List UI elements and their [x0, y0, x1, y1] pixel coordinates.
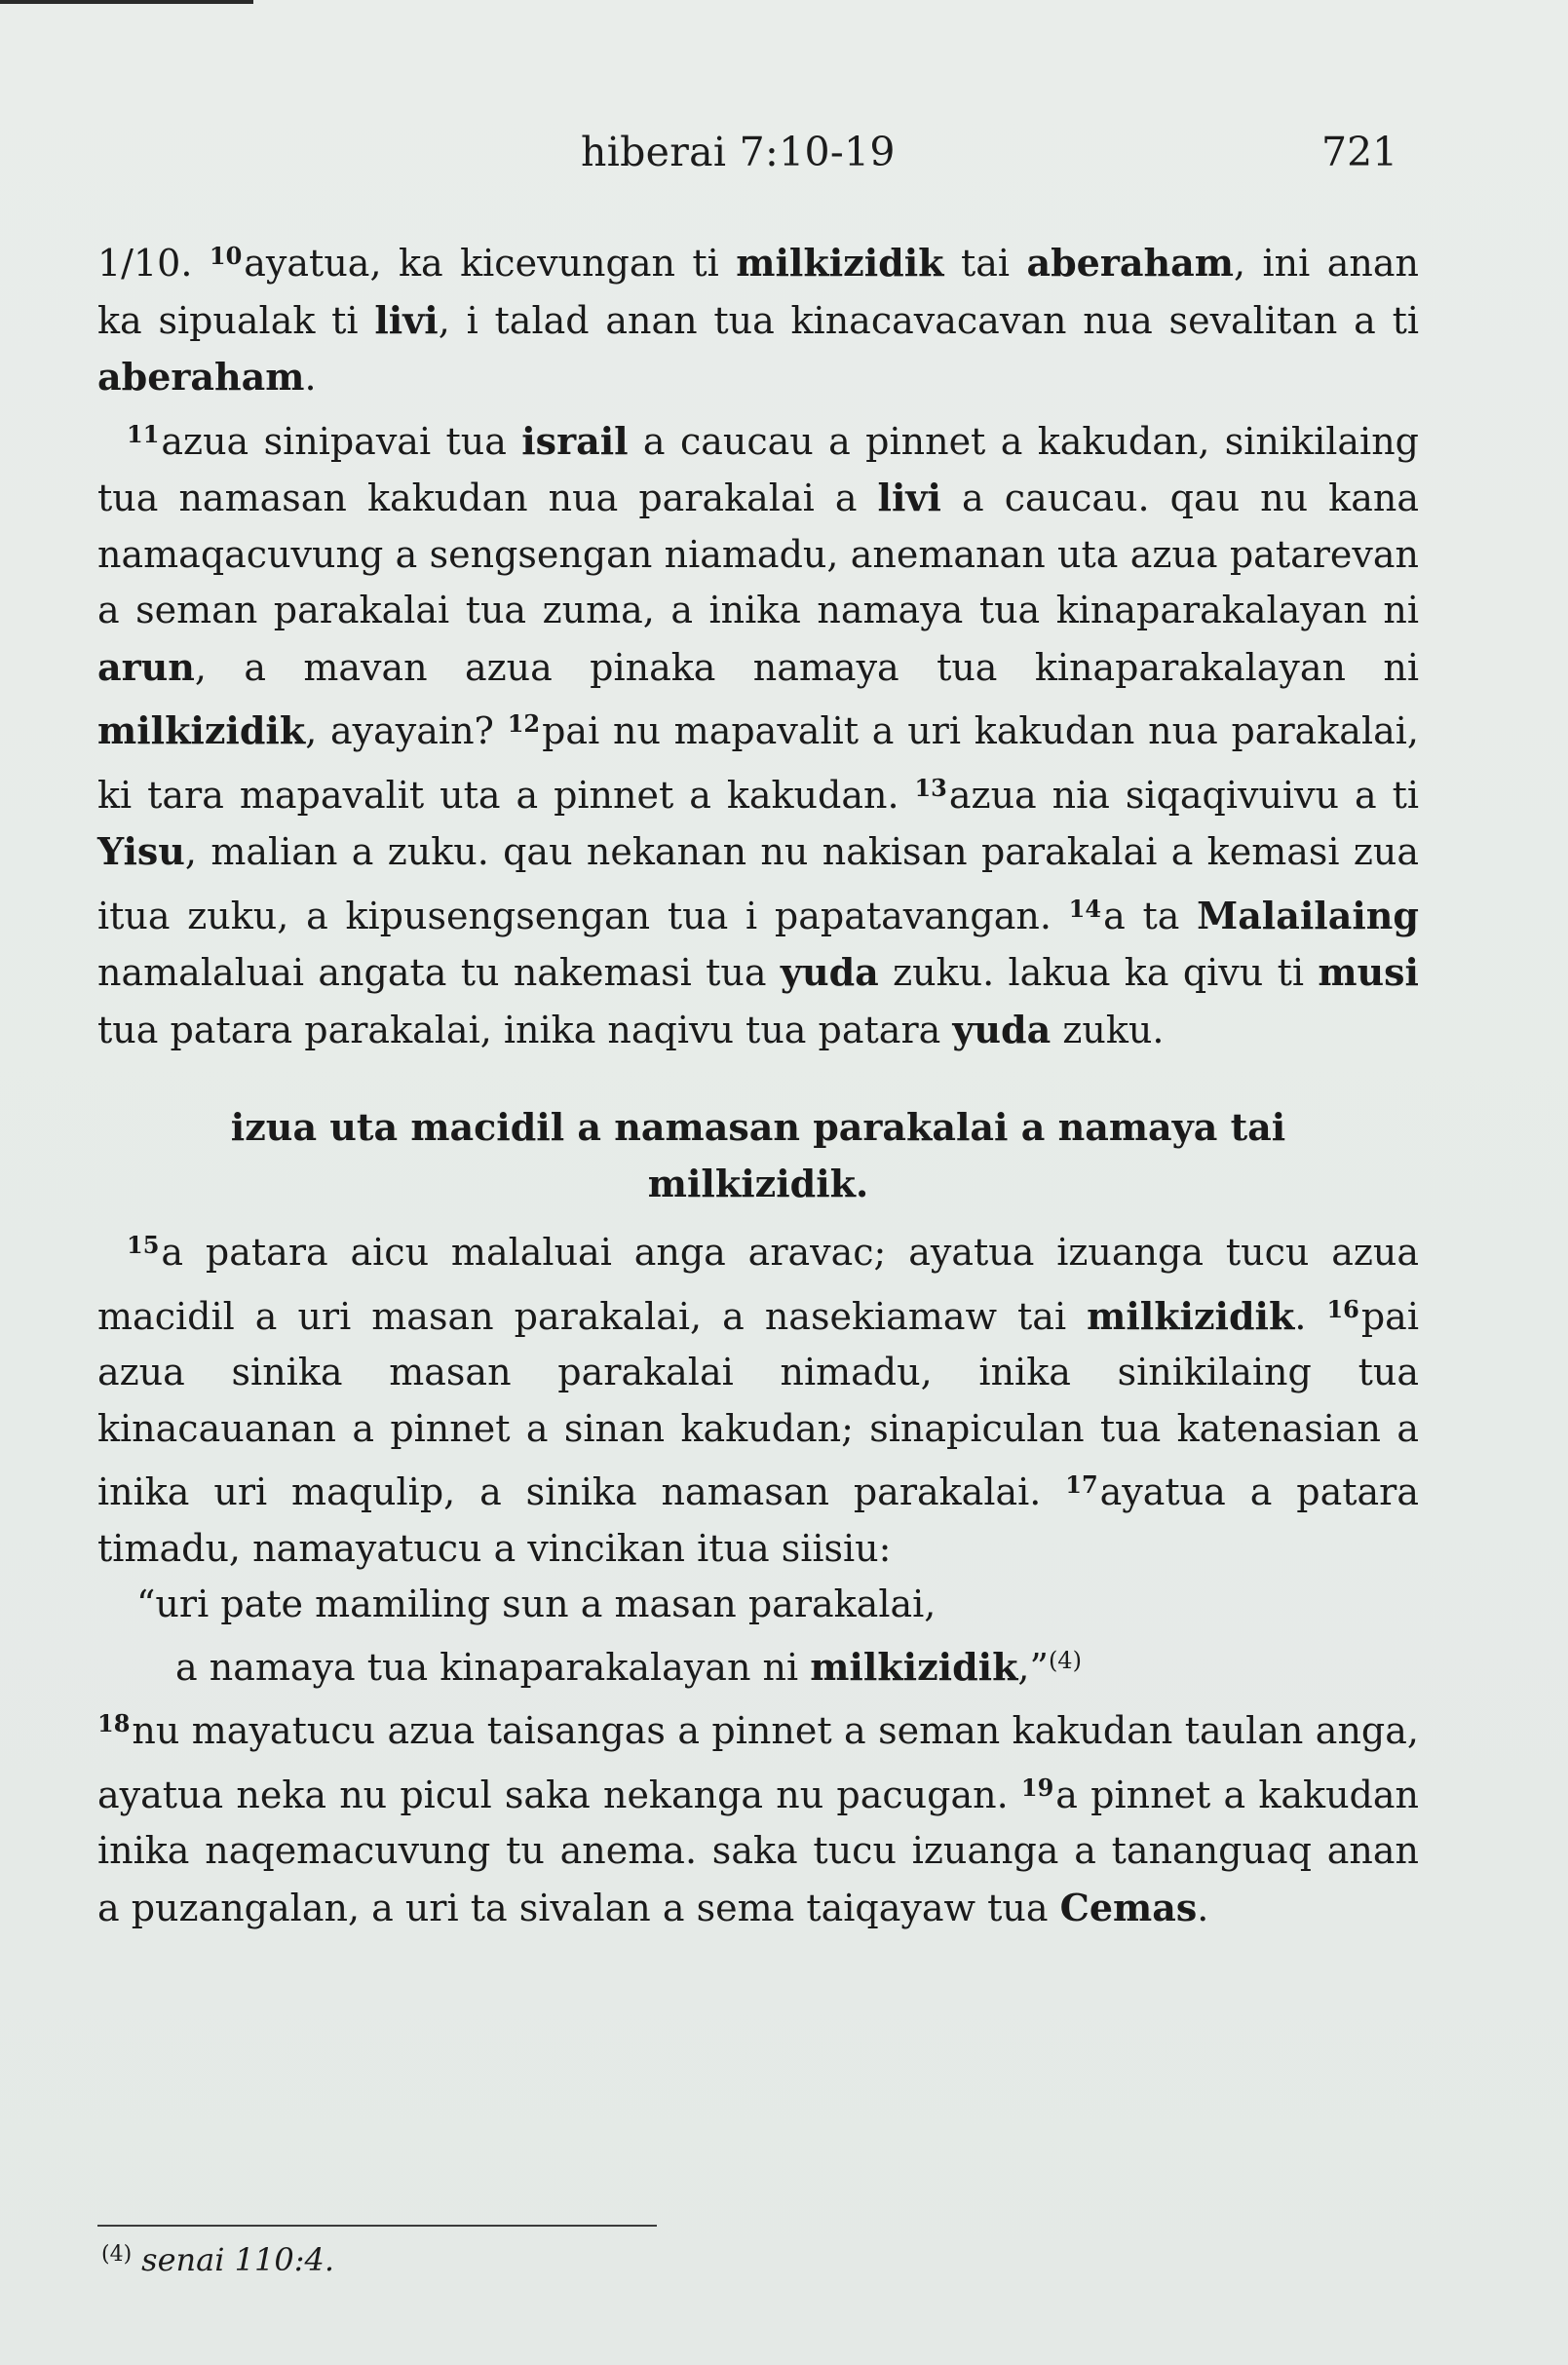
verse-number: 18: [97, 1709, 131, 1737]
poetry-line: a namaya tua kinaparakalayan ni milkizidik,”$^{(4)}$: [175, 1644, 1082, 1689]
footnote: [101, 2241, 334, 2278]
bold-name: Malailaing: [1197, 893, 1419, 937]
bold-name: aberaham: [97, 355, 305, 399]
paragraph-verses-11-14: $^{11}$azua sinipavai tua israil a caucau a pinnet a kakudan, sinikilaing tua namasan kakudan nua parakalai a livi a caucau. qau nu kana namaqacuvung a sengsengan niamadu, anemanan uta azua patarevan a seman parakalai tua zuma, a inika namaya tua kinaparakalayan ni arun, a mavan azua pinaka namaya tua kinaparakalayan ni milkizidik, ayayain? $^{12}$pai nu mapavalit a uri kakudan nua parakalai, ki tara mapavalit uta a pinnet a kakudan. $^{13}$azua nia siqaqivuivu a ti Yisu, malian a zuku. qau nekanan nu nakisan parakalai a kemasi zua itua zuku, a kipusengsengan tua i papatavangan. $^{14}$a ta Malailaing namalaluai angata tu nakemasi tua yuda zuku. lakua ka qivu ti musi tua patara parakalai, inika naqivu tua patara yuda zuku.: [97, 418, 1419, 1051]
bold-name: milkizidik: [97, 708, 306, 752]
page-number: 721: [1321, 129, 1398, 175]
paragraph-verses-18-19: $^{18}$nu mayatucu azua taisangas a pinnet a seman kakudan taulan anga, ayatua neka nu picul saka nekanga nu pacugan. $^{19}$a pinnet a kakudan inika naqemacuvung tu anema. saka tucu izuanga a tananguaq anan a puzangalan, a uri ta sivalan a sema taiqayaw tua Cemas.: [97, 1709, 1419, 1929]
footnote-divider: [97, 2225, 657, 2227]
bold-name: Cemas: [1059, 1885, 1198, 1929]
footnote-ref: (4): [101, 2242, 133, 2267]
top-edge-line: [0, 0, 253, 4]
section-heading: izua uta macidil a namasan parakalai a namaya tai milkizidik.: [230, 1105, 1286, 1205]
verse-number: 19: [1020, 1773, 1054, 1802]
verse-number: 14: [1068, 894, 1102, 923]
verse-number: 11: [127, 419, 160, 448]
footnote-text: senai 110:4.: [141, 2241, 335, 2278]
bold-name: israil: [521, 418, 629, 463]
verse-number: 17: [1065, 1470, 1098, 1499]
body-text: [97, 228, 1419, 1936]
poetry-line: “uri pate mamiling sun a masan parakalai,: [136, 1583, 937, 1625]
bold-name: aberaham: [1026, 241, 1234, 285]
bold-name: Yisu: [97, 829, 185, 873]
bold-name: musi: [1318, 950, 1419, 994]
paragraph-verse-10: 1/10. $^{10}$ayatua, ka kicevungan ti milkizidik tai aberaham, ini anan ka sipualak ti livi, i talad anan tua kinacavacavan nua sevalitan a ti aberaham.: [97, 241, 1419, 399]
running-title: hiberai 7:10-19: [581, 129, 896, 175]
bold-name: milkizidik: [736, 241, 944, 285]
bold-name: milkizidik: [810, 1644, 1018, 1689]
bold-name: livi: [877, 476, 941, 519]
page-header: [0, 129, 1568, 187]
bold-name: yuda: [952, 1007, 1052, 1051]
bold-name: arun: [97, 644, 195, 689]
verse-number: 12: [507, 709, 541, 738]
footnote-marker[interactable]: (4): [1048, 1646, 1082, 1674]
verse-number: 13: [914, 773, 947, 802]
paragraph-verses-15-17: $^{15}$a patara aicu malaluai anga aravac; ayatua izuanga tucu azua macidil a uri masan parakalai, a nasekiamaw tai milkizidik. $^{16}$pai azua sinika masan parakalai nimadu, inika sinikilaing tua kinacauanan a pinnet a sinan kakudan; sinapiculan tua katenasian a inika uri maqulip, a sinika namasan parakalai. $^{17}$ayatua a patara timadu, namayatucu a vincikan itua siisiu:: [97, 1231, 1419, 1570]
poetry-quote: [97, 1577, 1419, 1696]
bold-name: milkizidik: [1087, 1293, 1295, 1338]
verse-number: 15: [127, 1231, 160, 1259]
bold-name: livi: [374, 297, 439, 342]
verse-number: 16: [1326, 1294, 1359, 1323]
bold-name: yuda: [780, 950, 879, 994]
verse-number: 10: [209, 242, 243, 270]
